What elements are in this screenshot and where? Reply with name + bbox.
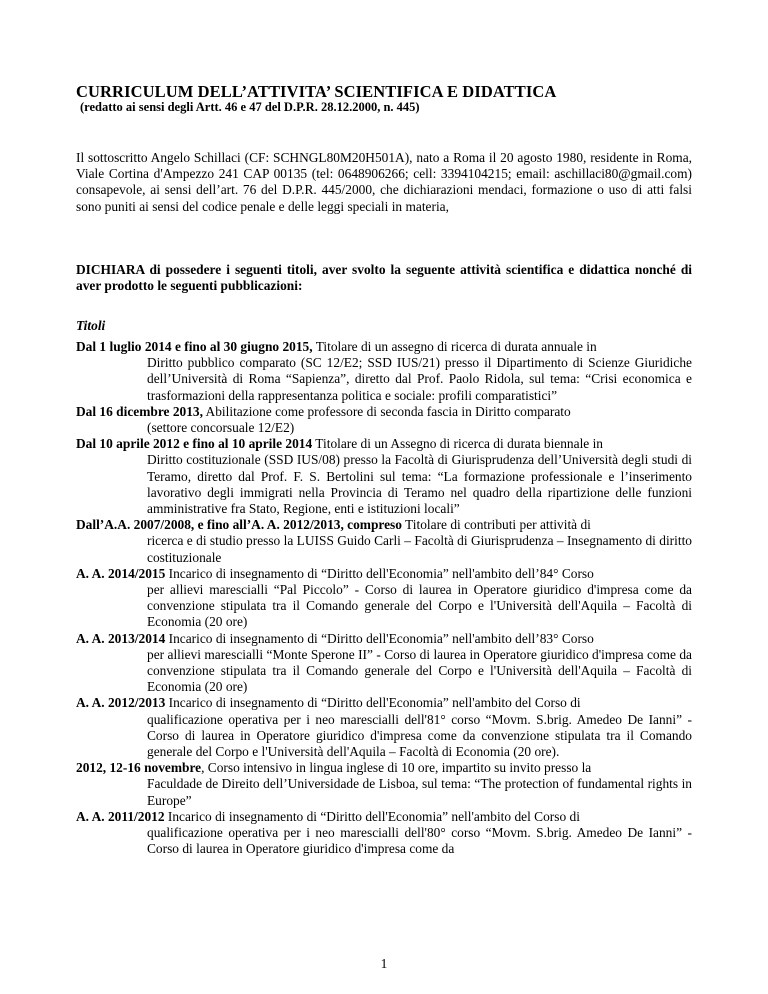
entry-lead: A. A. 2014/2015 — [76, 565, 166, 581]
entry-lead: 2012, 12-16 novembre — [76, 760, 202, 776]
document-subtitle: (redatto ai sensi degli Artt. 46 e 47 del D.P.R. 28.12.2000, n. 445) — [80, 100, 420, 114]
list-item — [76, 760, 692, 809]
entry-lead: A. A. 2011/2012 — [76, 808, 165, 824]
entry-continuation: Diritto pubblico comparato (SC 12/E2; SSD IUS/21) presso il Dipartimento di Scienze Giuridiche dell’Università di Roma “Sapienza”, diretto dal Prof. Paolo Ridola, sul tema: “Crisi economica e trasformazioni della rappresentanza politica e sociale: profili comparatistici” — [147, 355, 692, 403]
entry-first-line: Titolare di un assegno di ricerca di durata annuale in — [312, 339, 597, 354]
section-title: Titoli — [76, 318, 106, 333]
page-number: 1 — [380, 956, 388, 971]
entry-first-line: Titolare di un Assegno di ricerca di durata biennale in — [312, 436, 603, 452]
entry-first-line: Incarico di insegnamento di “Diritto dell'Economia” nell'ambito dell’84° Corso — [165, 565, 594, 581]
list-item — [76, 339, 692, 404]
entry-lead: A. A. 2013/2014 — [76, 630, 166, 646]
entry-continuation: qualificazione operativa per i neo marescialli dell'81° corso “Movm. S.brig. Amedeo De Ianni” - Corso di laurea in Operatore giuridico d'impresa come da convenzione stipulata tra il Comando generale del Corpo e l'Università dell'Aquila – Facoltà di Economia (20 ore). — [147, 711, 692, 760]
list-item — [76, 631, 692, 696]
entries-list — [76, 339, 692, 858]
entry-lead: Dal 1 luglio 2014 e fino al 30 giugno 2015, — [76, 339, 313, 354]
entry-continuation: Diritto costituzionale (SSD IUS/08) presso la Facoltà di Giurisprudenza dell’Università degli studi di Teramo, diretto dal Prof. F. S. Bertolini sul tema: “La formazione professionale e l’inserimento lavorativo degli immigrati nella Provincia di Teramo nel quadro della ripartizione delle funzioni amministrative fra Stato, Regione, enti e istituzioni locali” — [147, 452, 692, 517]
entry-first-line: Incarico di insegnamento di “Diritto dell'Economia” nell'ambito del Corso di — [164, 808, 580, 824]
entry-first-line: Incarico di insegnamento di “Diritto dell'Economia” nell'ambito del Corso di — [165, 695, 581, 711]
entry-continuation: Faculdade de Direito dell’Universidade de Lisboa, sul tema: “The protection of fundamental rights in Europe” — [147, 776, 692, 808]
entry-first-line: , Corso intensivo in lingua inglese di 10 ore, impartito su invito presso la — [201, 760, 592, 776]
entry-continuation: per allievi marescialli “Monte Sperone II” - Corso di laurea in Operatore giuridico d'impresa come da convenzione stipulata tra il Comando generale del Corpo e l'Università dell'Aquila – Facoltà di Economia (20 ore) — [147, 646, 692, 695]
entry-continuation: ricerca e di studio presso la LUISS Guido Carli – Facoltà di Giurisprudenza – Insegnamento di diritto costituzionale — [147, 533, 692, 565]
intro-paragraph: Il sottoscritto Angelo Schillaci (CF: SCHNGL80M20H501A), nato a Roma il 20 agosto 1980, residente in Roma, Viale Cortina d'Ampezzo 241 CAP 00135 (tel: 0648906266; cell: 3394104215; email: aschillaci80@gmail.com) consapevole, ai sensi dell’art. 76 del D.P.R. 445/2000, che dichiarazioni mendaci, formazione o uso di atti falsi sono puniti ai sensi del codice penale e delle leggi speciali in materia, — [76, 150, 692, 214]
list-item — [76, 517, 692, 566]
list-item — [76, 809, 692, 858]
entry-continuation: (settore concorsuale 12/E2) — [147, 420, 295, 436]
entry-first-line: Abilitazione come professore di seconda fascia in Diritto comparato — [202, 403, 571, 419]
entry-continuation: per allievi marescialli “Pal Piccolo” - Corso di laurea in Operatore giuridico d'impresa come da convenzione stipulata tra il Comando generale del Corpo e l'Università dell'Aquila – Facoltà di Economia (20 ore) — [147, 582, 692, 630]
entry-first-line: Incarico di insegnamento di “Diritto dell'Economia” nell'ambito dell’83° Corso — [165, 630, 594, 646]
declaration-paragraph: DICHIARA di possedere i seguenti titoli, aver svolto la seguente attività scientifica e didattica nonché di aver prodotto le seguenti pubblicazioni: — [76, 262, 692, 294]
document-title: CURRICULUM DELL’ATTIVITA’ SCIENTIFICA E DIDATTICA — [76, 82, 557, 101]
entry-continuation: qualificazione operativa per i neo marescialli dell'80° corso “Movm. S.brig. Amedeo De Ianni” - Corso di laurea in Operatore giuridico d'impresa come da — [147, 825, 692, 857]
list-item — [76, 695, 692, 760]
list-item — [76, 566, 692, 631]
entry-first-line: Titolare di contributi per attività di — [401, 517, 591, 533]
list-item — [76, 436, 692, 517]
entry-lead: A. A. 2012/2013 — [76, 695, 166, 711]
entry-lead: Dal 16 dicembre 2013, — [76, 403, 203, 419]
entry-lead: Dal 10 aprile 2012 e fino al 10 aprile 2014 — [76, 436, 313, 452]
entry-lead: Dall’A.A. 2007/2008, e fino all’A. A. 2012/2013, compreso — [76, 517, 402, 533]
list-item — [76, 404, 692, 436]
